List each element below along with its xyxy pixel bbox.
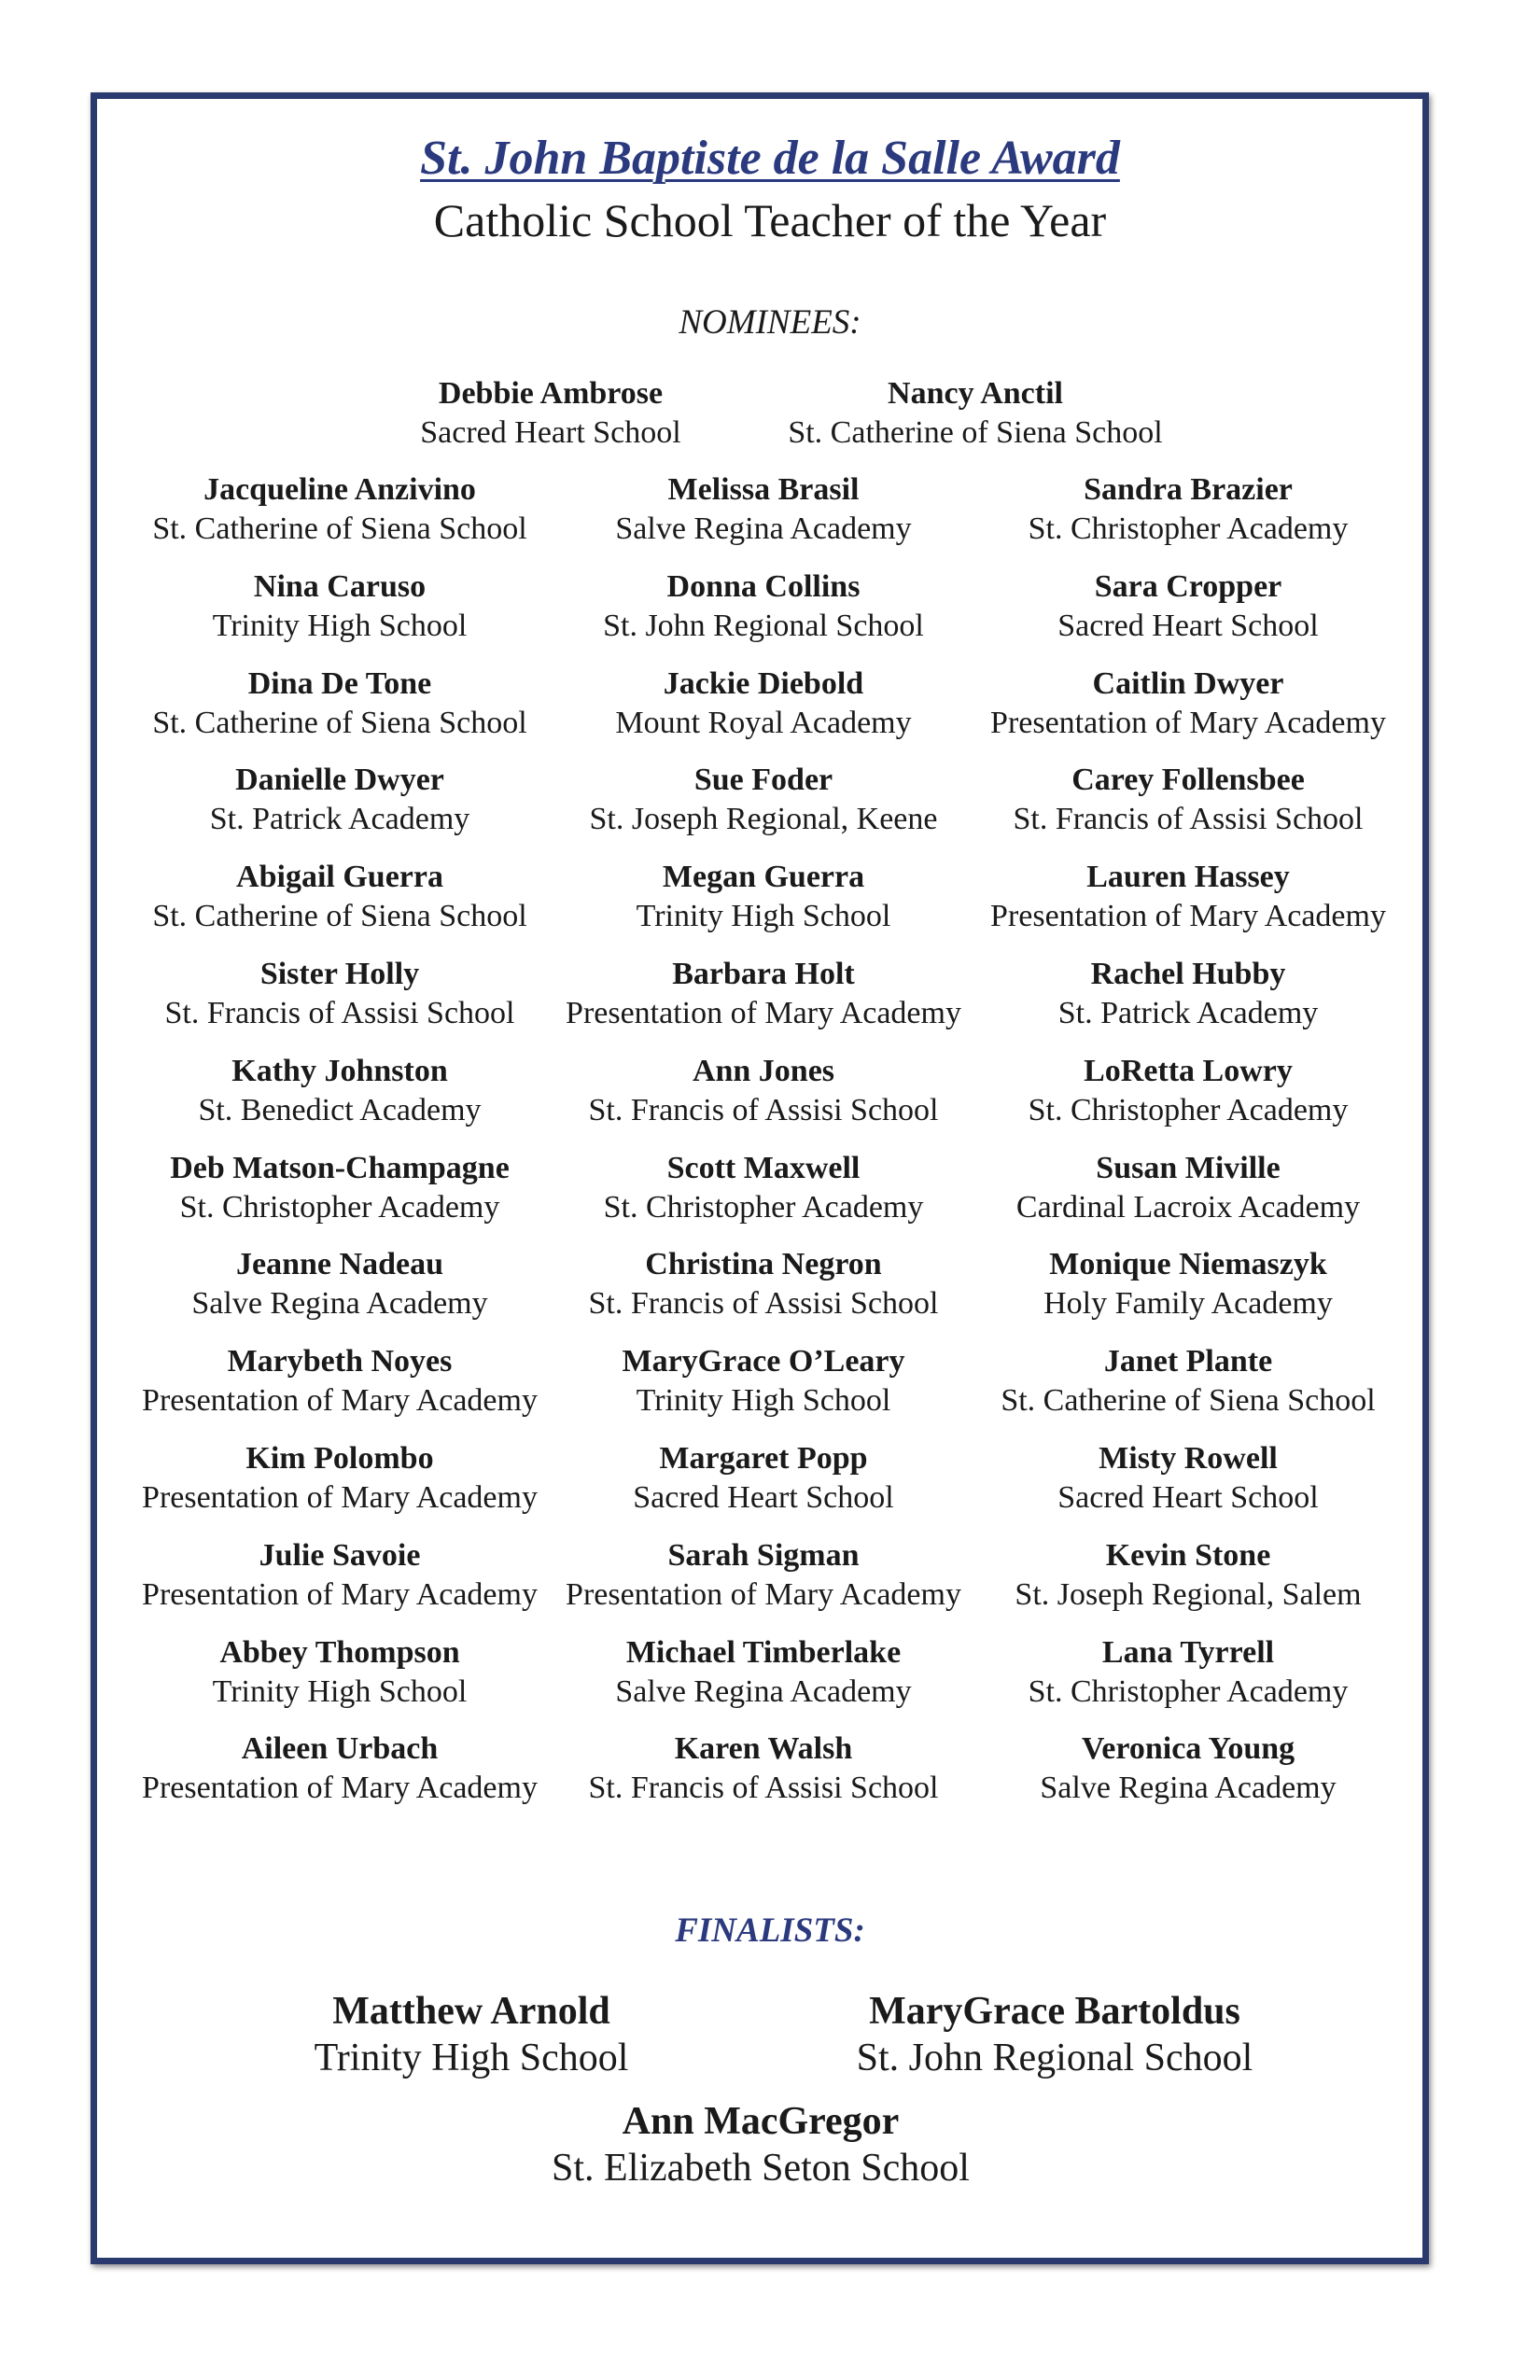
nominee-name: Janet Plante	[1103, 1344, 1273, 1379]
nominee-name: Aileen Urbach	[241, 1731, 439, 1767]
finalist-entry	[173, 1988, 770, 2081]
finalist-school: St. John Regional School	[856, 2037, 1253, 2079]
nominee-name: Sandra Brazier	[1084, 472, 1293, 507]
nominee-name: Dina De Tone	[247, 665, 432, 701]
nominee-name: Donna Collins	[666, 568, 861, 604]
nominee-school: St. Catherine of Siena School	[152, 899, 527, 934]
nominee-school: St. Christopher Academy	[179, 1189, 500, 1225]
nominee-entry	[120, 1052, 559, 1130]
nominee-entry	[120, 1342, 559, 1421]
finalist-name: Ann MacGregor	[622, 2100, 900, 2143]
nominee-entry	[969, 858, 1407, 936]
nominee-name: Abbey Thompson	[219, 1634, 460, 1670]
nominee-school: St. Catherine of Siena School	[1001, 1383, 1376, 1419]
nominee-name: Margaret Popp	[659, 1441, 868, 1476]
nominee-school: St. Catherine of Siena School	[788, 415, 1163, 450]
nominee-name: Kim Polombo	[245, 1441, 434, 1476]
nominee-name: Nina Caruso	[253, 568, 427, 604]
nominee-name: Scott Maxwell	[666, 1150, 861, 1185]
nominee-school: Presentation of Mary Academy	[990, 705, 1386, 740]
nominee-entry	[969, 567, 1407, 646]
nominee-school: St. Francis of Assisi School	[588, 1092, 939, 1127]
nominee-entry	[120, 665, 559, 743]
nominee-school: St. Joseph Regional, Salem	[1015, 1576, 1362, 1612]
nominee-entry	[544, 1633, 983, 1712]
nominee-school: Mount Royal Academy	[615, 705, 912, 740]
nominee-school: St. Christopher Academy	[1028, 1092, 1349, 1127]
nominee-name: Jacqueline Anzivino	[203, 472, 476, 507]
nominee-entry	[969, 1149, 1407, 1227]
nominee-school: St. John Regional School	[603, 608, 924, 643]
finalist-name: MaryGrace Bartoldus	[869, 1990, 1240, 2033]
nominee-name: Lana Tyrrell	[1101, 1634, 1275, 1670]
nominee-school: St. Francis of Assisi School	[588, 1771, 939, 1806]
nominee-entry	[120, 1149, 559, 1227]
nominee-entry	[331, 374, 770, 453]
nominee-entry	[544, 761, 983, 839]
nominee-school: Presentation of Mary Academy	[142, 1576, 538, 1612]
nominee-school: Presentation of Mary Academy	[142, 1480, 538, 1515]
finalist-entry	[756, 1988, 1353, 2081]
nominee-school: St. Benedict Academy	[198, 1092, 482, 1127]
nominee-entry	[544, 1342, 983, 1421]
nominee-entry	[120, 955, 559, 1033]
nominee-entry	[969, 1439, 1407, 1518]
nominee-name: Kevin Stone	[1105, 1537, 1271, 1573]
nominee-name: Lauren Hassey	[1086, 860, 1290, 895]
nominee-school: St. Catherine of Siena School	[152, 511, 527, 546]
finalist-entry	[462, 2098, 1059, 2191]
nominee-school: Trinity High School	[636, 1383, 891, 1419]
nominee-school: Cardinal Lacroix Academy	[1015, 1189, 1361, 1225]
nominee-name: Jeanne Nadeau	[236, 1247, 443, 1282]
nominee-school: Trinity High School	[636, 899, 891, 934]
nominee-name: Deb Matson-Champagne	[170, 1150, 510, 1185]
finalist-school: St. Elizabeth Seton School	[552, 2147, 970, 2190]
nominee-name: Sister Holly	[259, 957, 420, 991]
nominee-entry	[120, 1729, 559, 1808]
nominee-entry	[969, 761, 1407, 839]
nominee-entry	[120, 1536, 559, 1615]
nominee-name: Julie Savoie	[259, 1537, 421, 1573]
nominee-entry	[544, 1439, 983, 1518]
nominee-school: Salve Regina Academy	[615, 1673, 912, 1709]
nominee-entry	[969, 955, 1407, 1033]
nominee-name: Rachel Hubby	[1090, 957, 1286, 991]
nominee-name: Carey Follensbee	[1071, 763, 1305, 798]
nominee-entry	[544, 665, 983, 743]
nominee-name: Karen Walsh	[674, 1731, 853, 1767]
nominee-school: Salve Regina Academy	[615, 511, 912, 546]
nominee-entry	[544, 858, 983, 936]
nominee-entry	[544, 1052, 983, 1130]
nominee-entry	[120, 1439, 559, 1518]
nominee-name: MaryGrace O’Leary	[622, 1344, 905, 1379]
award-title: St. John Baptiste de la Salle Award	[420, 132, 1120, 185]
nominee-entry	[544, 1729, 983, 1808]
nominee-entry	[756, 374, 1195, 453]
nominee-entry	[969, 1633, 1407, 1712]
nominee-school: Trinity High School	[212, 1673, 468, 1709]
nominee-name: Danielle Dwyer	[235, 763, 444, 798]
nominee-school: Presentation of Mary Academy	[566, 1576, 961, 1612]
nominee-school: Presentation of Mary Academy	[142, 1383, 538, 1419]
nominee-name: Monique Niemaszyk	[1049, 1247, 1327, 1282]
nominee-entry	[969, 1729, 1407, 1808]
nominee-entry	[120, 1633, 559, 1712]
nominee-entry	[544, 1149, 983, 1227]
nominee-school: St. Patrick Academy	[209, 802, 470, 837]
finalists-heading: FINALISTS:	[675, 1911, 865, 1950]
nominee-entry	[544, 567, 983, 646]
nominee-school: St. Francis of Assisi School	[164, 996, 515, 1030]
nominee-name: LoRetta Lowry	[1084, 1053, 1293, 1088]
nominee-school: Salve Regina Academy	[1040, 1771, 1337, 1806]
nominee-name: Megan Guerra	[662, 860, 865, 895]
nominee-school: St. Christopher Academy	[603, 1189, 924, 1225]
nominee-name: Susan Miville	[1096, 1150, 1281, 1185]
nominee-school: Trinity High School	[212, 608, 468, 643]
nominee-entry	[544, 1536, 983, 1615]
nominee-school: St. Joseph Regional, Keene	[589, 802, 938, 837]
nominee-school: Sacred Heart School	[1057, 608, 1319, 643]
nominee-school: St. Francis of Assisi School	[588, 1286, 939, 1322]
nominee-school: Sacred Heart School	[633, 1480, 894, 1515]
nominee-name: Misty Rowell	[1099, 1441, 1278, 1476]
nominee-name: Barbara Holt	[672, 957, 855, 991]
nominee-name: Debbie Ambrose	[438, 376, 664, 411]
nominee-name: Sara Cropper	[1094, 568, 1282, 604]
nominee-name: Christina Negron	[645, 1247, 882, 1282]
nominee-name: Sue Foder	[693, 763, 833, 798]
nominee-entry	[969, 665, 1407, 743]
nominee-entry	[969, 1342, 1407, 1421]
nominee-school: St. Christopher Academy	[1028, 1673, 1349, 1709]
nominee-name: Melissa Brasil	[667, 472, 860, 507]
nominee-school: St. Patrick Academy	[1057, 996, 1319, 1030]
nominee-school: Sacred Heart School	[1057, 1480, 1319, 1515]
nominee-name: Kathy Johnston	[231, 1053, 448, 1088]
nominee-name: Jackie Diebold	[663, 665, 864, 701]
nominee-name: Marybeth Noyes	[227, 1344, 453, 1379]
nominee-school: Sacred Heart School	[420, 415, 681, 450]
nominee-school: St. Francis of Assisi School	[1013, 802, 1364, 837]
nominee-school: Presentation of Mary Academy	[142, 1771, 538, 1806]
nominees-heading: NOMINEES:	[679, 303, 861, 342]
nominee-entry	[120, 470, 559, 549]
nominee-entry	[544, 1245, 983, 1323]
nominee-name: Abigail Guerra	[236, 860, 443, 895]
nominee-entry	[969, 1052, 1407, 1130]
nominee-school: Presentation of Mary Academy	[566, 996, 961, 1030]
nominee-name: Nancy Anctil	[888, 376, 1063, 411]
nominee-school: St. Catherine of Siena School	[152, 705, 527, 740]
nominee-entry	[969, 1245, 1407, 1323]
nominee-school: Salve Regina Academy	[191, 1286, 488, 1322]
nominee-school: St. Christopher Academy	[1028, 511, 1349, 546]
nominee-name: Michael Timberlake	[625, 1634, 902, 1670]
nominee-name: Sarah Sigman	[667, 1537, 860, 1573]
nominee-entry	[120, 567, 559, 646]
finalist-name: Matthew Arnold	[332, 1990, 610, 2033]
nominee-entry	[544, 955, 983, 1033]
nominee-school: Holy Family Academy	[1043, 1286, 1333, 1322]
nominee-entry	[120, 858, 559, 936]
nominee-entry	[969, 1536, 1407, 1615]
nominee-entry	[120, 1245, 559, 1323]
nominee-name: Ann Jones	[692, 1053, 835, 1088]
nominee-name: Veronica Young	[1081, 1731, 1295, 1767]
award-subtitle: Catholic School Teacher of the Year	[433, 194, 1107, 246]
nominee-entry	[969, 470, 1407, 549]
nominee-name: Caitlin Dwyer	[1092, 665, 1284, 701]
finalist-school: Trinity High School	[314, 2037, 629, 2079]
nominee-entry	[544, 470, 983, 549]
nominee-entry	[120, 761, 559, 839]
nominee-school: Presentation of Mary Academy	[990, 899, 1386, 934]
